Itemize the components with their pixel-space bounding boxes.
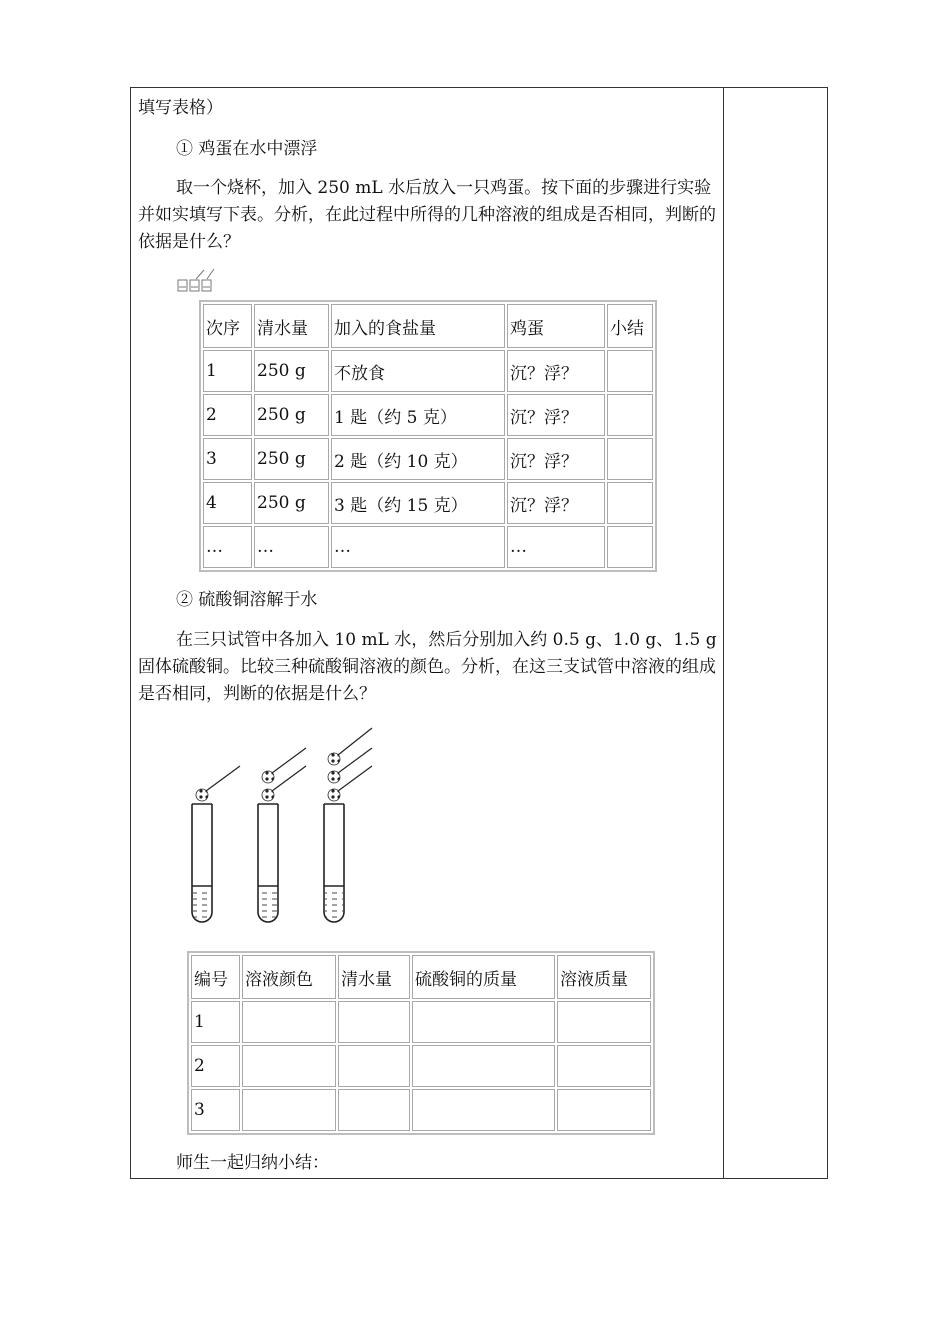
table-row [203,350,653,392]
table-cell: 1 匙（约 5 克） [331,394,505,436]
table-cell: … [331,526,505,568]
table-cell [412,1045,555,1087]
table-cell: 1 [203,350,252,392]
table-cell [607,394,653,436]
table-header-cell: 次序 [203,304,252,348]
table-row [203,526,653,568]
section2-heading: ② 硫酸铜溶解于水 [176,590,318,610]
table-header-cell: 清水量 [254,304,329,348]
table-cell [557,1089,651,1131]
table-cell: 250 g [254,350,329,392]
table-cell [242,1001,336,1043]
table-header-cell: 溶液质量 [557,955,651,999]
table-cell: 沉？浮？ [507,438,605,480]
table-cell: … [203,526,252,568]
section2-paragraph: 在三只试管中各加入 10 mL 水，然后分别加入约 0.5 g、1.0 g、1.5 g 固体硫酸铜。比较三种硫酸铜溶液的颜色。分析，在这三支试管中溶液的组成是否相同，判断的依据是什么？ [138,630,717,704]
test-tube-3 [324,728,372,922]
table-header-cell: 鸡蛋 [507,304,605,348]
table-header-cell: 小结 [607,304,653,348]
table-cell: 3 匙（约 15 克） [331,482,505,524]
table-cell [338,1089,410,1131]
table-row [191,1001,651,1043]
table-cell [607,526,653,568]
table-cell: 沉？浮？ [507,350,605,392]
intro-tail-text: 填写表格） [138,98,223,118]
table-row [191,1045,651,1087]
egg-experiment-table [199,300,657,572]
table-row [191,1089,651,1131]
table-cell [557,1045,651,1087]
table-cell [242,1089,336,1131]
table-cell: 沉？浮？ [507,394,605,436]
table-cell [338,1001,410,1043]
table-cell: … [507,526,605,568]
table-cell: 3 [203,438,252,480]
beaker-icon [176,268,216,294]
table-header-cell: 加入的食盐量 [331,304,505,348]
table-header-cell: 溶液颜色 [242,955,336,999]
table-cell: 2 [203,394,252,436]
table-cell: 不放食 [331,350,505,392]
table-cell: 4 [203,482,252,524]
table-cell: 2 匙（约 10 克） [331,438,505,480]
table-cell [338,1045,410,1087]
table-cell: 250 g [254,482,329,524]
table-cell: 1 [191,1001,240,1043]
test-tubes-illustration [180,722,390,934]
table-cell: 2 [191,1045,240,1087]
table-header-cell: 编号 [191,955,240,999]
table-cell: … [254,526,329,568]
table-header-row [203,304,653,348]
table-row [203,394,653,436]
table-cell [412,1089,555,1131]
table-cell [242,1045,336,1087]
section1-paragraph: 取一个烧杯，加入 250 mL 水后放入一只鸡蛋。按下面的步骤进行实验并如实填写下表。分析，在此过程中所得的几种溶液的组成是否相同，判断的依据是什么？ [138,178,716,252]
table-cell: 250 g [254,394,329,436]
table-header-cell: 清水量 [338,955,410,999]
test-tube-2 [258,748,306,922]
column-divider [723,88,724,1178]
table-header-cell: 硫酸铜的质量 [412,955,555,999]
table-cell: 3 [191,1089,240,1131]
table-row [203,482,653,524]
table-cell [607,482,653,524]
copper-sulfate-table [187,951,655,1135]
table-cell [557,1001,651,1043]
table-cell [412,1001,555,1043]
table-cell [607,350,653,392]
section1-heading: ① 鸡蛋在水中漂浮 [176,139,318,159]
table-cell [607,438,653,480]
table-cell: 250 g [254,438,329,480]
table-cell: 沉？浮？ [507,482,605,524]
table-row [203,438,653,480]
test-tube-1 [192,766,240,922]
table-header-row [191,955,651,999]
closing-text: 师生一起归纳小结： [176,1153,329,1173]
